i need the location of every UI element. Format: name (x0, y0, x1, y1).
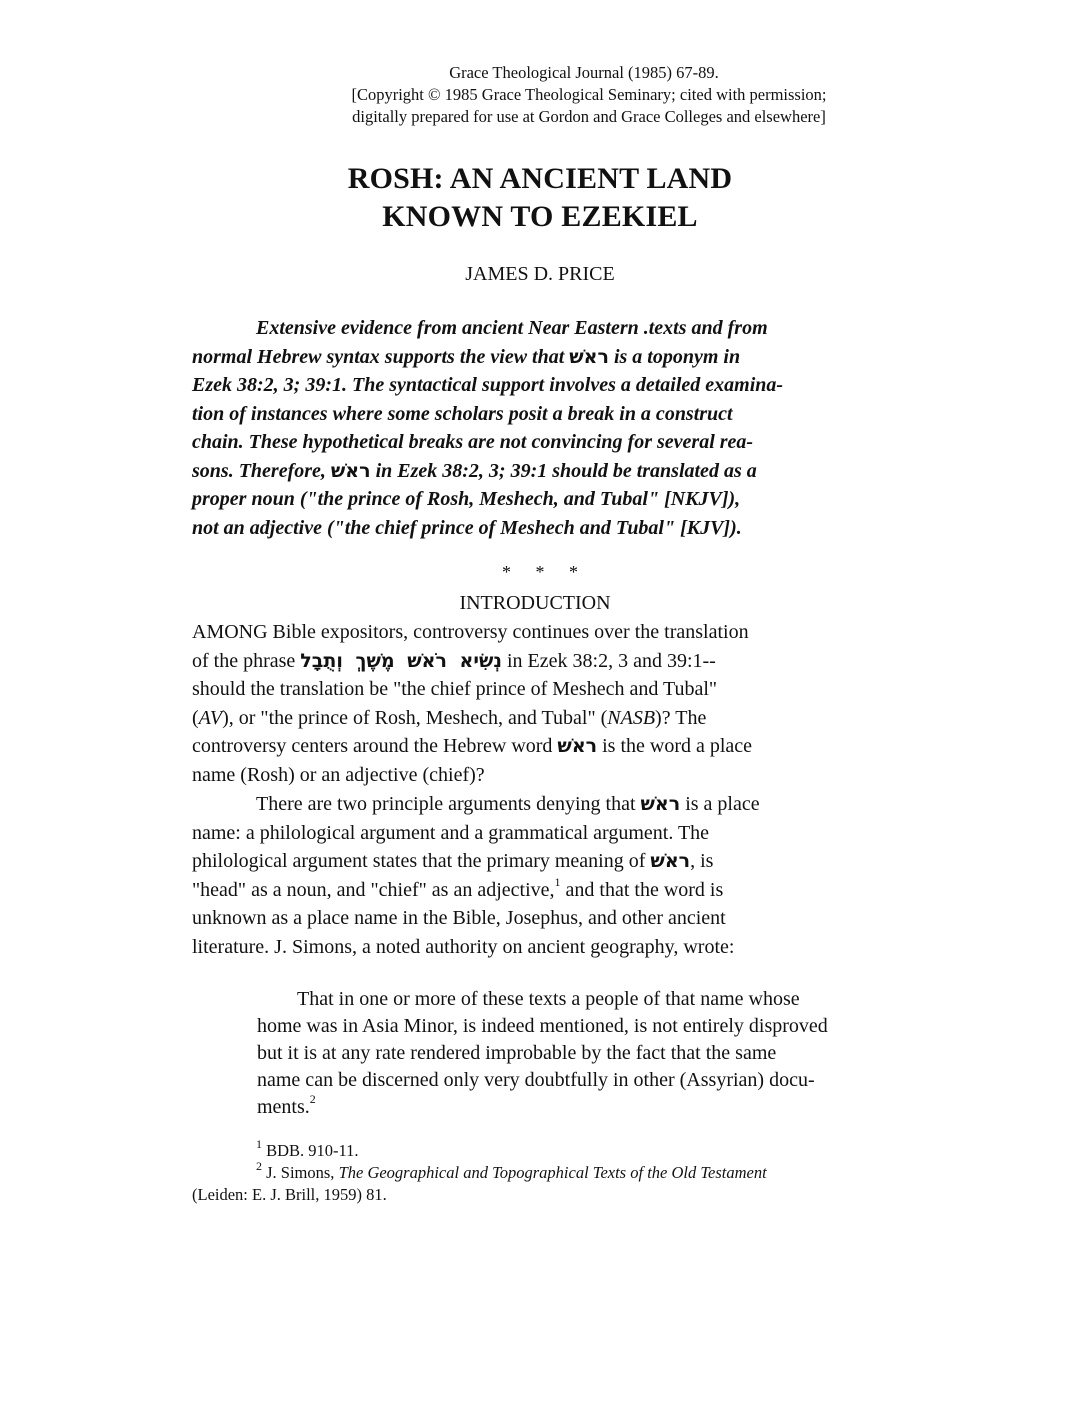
quote-line: That in one or more of these texts a people of that name whose (297, 988, 800, 1010)
abstract-line (192, 457, 872, 486)
footnote-ref-2[interactable]: 2 (309, 1092, 316, 1107)
body-text: )? The (655, 706, 707, 729)
quote-line: home was in Asia Minor, is indeed mentioned, is not entirely disproved (257, 1015, 828, 1037)
footnote-ref-1[interactable]: 1 (554, 874, 561, 889)
body-text: in Ezek 38:2, 3 and 39:1-- (501, 649, 716, 672)
article-title (190, 160, 890, 236)
abstract-line: not an adjective ("the chief prince of Meshech and Tubal" [KJV]). (192, 516, 742, 539)
abstract-text: in Ezek 38:2, 3; 39:1 should be translated as a (370, 459, 757, 482)
paragraph-intro (192, 618, 872, 789)
body-text: philological argument states that the primary meaning of (192, 850, 651, 872)
body-line: AMONG Bible expositors, controversy continues over the translation (192, 621, 749, 643)
hebrew-phrase: נְשִׂיא רֹאשׁ מֶשֶׁךְ וְתֻבָל (300, 649, 502, 672)
body-text: "head" as a noun, and "chief" as an adjective, (192, 878, 555, 901)
body-line (192, 647, 872, 676)
abstract (192, 314, 872, 542)
hebrew-rosh: ראשׁ (557, 735, 598, 757)
block-quote (257, 986, 937, 1121)
body-line: name (Rosh) or an adjective (chief)? (192, 763, 485, 786)
body-line (192, 876, 872, 905)
abstract-text: normal Hebrew syntax supports the view that (192, 345, 570, 368)
body-text: controversy centers around the Hebrew word (192, 735, 558, 757)
body-text: ( (192, 706, 199, 729)
title-line-1: ROSH: AN ANCIENT LAND (347, 162, 733, 195)
section-divider: * * * (502, 562, 588, 582)
abstract-line: Extensive evidence from ancient Near Eastern .texts and from (256, 317, 768, 339)
body-line (192, 704, 872, 733)
footnote-text: J. Simons, (262, 1163, 339, 1182)
copyright-notice: [Copyright © 1985 Grace Theological Seminary; cited with permission; (351, 85, 827, 104)
author-name: JAMES D. PRICE (465, 263, 615, 285)
quote-text: ments. (257, 1096, 310, 1118)
body-text: There are two principle arguments denying that (256, 793, 641, 815)
journal-citation: Grace Theological Journal (1985) 67-89. (449, 63, 719, 82)
abbr-av: AV (198, 706, 223, 729)
abbr-nasb: NASB (607, 706, 656, 729)
abstract-line: chain. These hypothetical breaks are not convincing for several rea- (192, 431, 754, 453)
abstract-line (192, 343, 872, 372)
section-heading-introduction: INTRODUCTION (459, 592, 611, 614)
footnote-2 (192, 1158, 892, 1184)
body-line (192, 790, 872, 819)
body-line: name: a philological argument and a grammatical argument. The (192, 821, 710, 844)
footnote-text: BDB. 910-11. (262, 1141, 359, 1160)
hebrew-rosh: ראשׁ (640, 793, 681, 815)
abstract-line: Ezek 38:2, 3; 39:1. The syntactical support involves a detailed examina- (192, 374, 784, 396)
body-text: of the phrase (192, 649, 301, 672)
footnote-number: 2 (256, 1158, 262, 1173)
footnote-number: 1 (256, 1136, 262, 1151)
body-text: is the word a place (597, 735, 753, 757)
footnotes (192, 1136, 892, 1206)
title-line-2: KNOWN TO EZEKIEL (382, 200, 698, 233)
body-line: unknown as a place name in the Bible, Josephus, and other ancient (192, 907, 726, 929)
hebrew-rosh: ראשׁ (569, 345, 609, 368)
footnote-1 (192, 1136, 892, 1162)
footnote-book-title: The Geographical and Topographical Texts of the Old Testament (338, 1163, 767, 1182)
body-line: should the translation be "the chief prince of Meshech and Tubal" (192, 678, 718, 700)
body-line: literature. J. Simons, a noted authority on ancient geography, wrote: (192, 935, 735, 958)
quote-line (257, 1094, 937, 1121)
preparation-note: digitally prepared for use at Gordon and Grace Colleges and elsewhere] (352, 107, 826, 126)
hebrew-rosh: ראשׁ (330, 459, 371, 482)
journal-header (0, 62, 1088, 128)
abstract-text: sons. Therefore, (192, 459, 331, 482)
body-text: and that the word is (560, 878, 724, 901)
footnote-2-publication: (Leiden: E. J. Brill, 1959) 81. (192, 1185, 387, 1204)
body-text: is a place (680, 793, 760, 815)
body-text: ), or "the prince of Rosh, Meshech, and Tubal" ( (222, 706, 608, 729)
abstract-line: tion of instances where some scholars posit a break in a construct (192, 402, 733, 425)
hebrew-rosh: ראשׁ (650, 850, 691, 872)
abstract-line: proper noun ("the prince of Rosh, Meshech, and Tubal" [NKJV]), (192, 488, 741, 510)
body-text: , is (690, 850, 714, 872)
quote-line: but it is at any rate rendered improbable by the fact that the same (257, 1042, 777, 1064)
paragraph-arguments (192, 790, 872, 961)
quote-line: name can be discerned only very doubtfully in other (Assyrian) docu- (257, 1069, 815, 1091)
abstract-text: is a toponym in (608, 345, 741, 368)
body-line (192, 732, 872, 761)
body-line (192, 847, 872, 876)
